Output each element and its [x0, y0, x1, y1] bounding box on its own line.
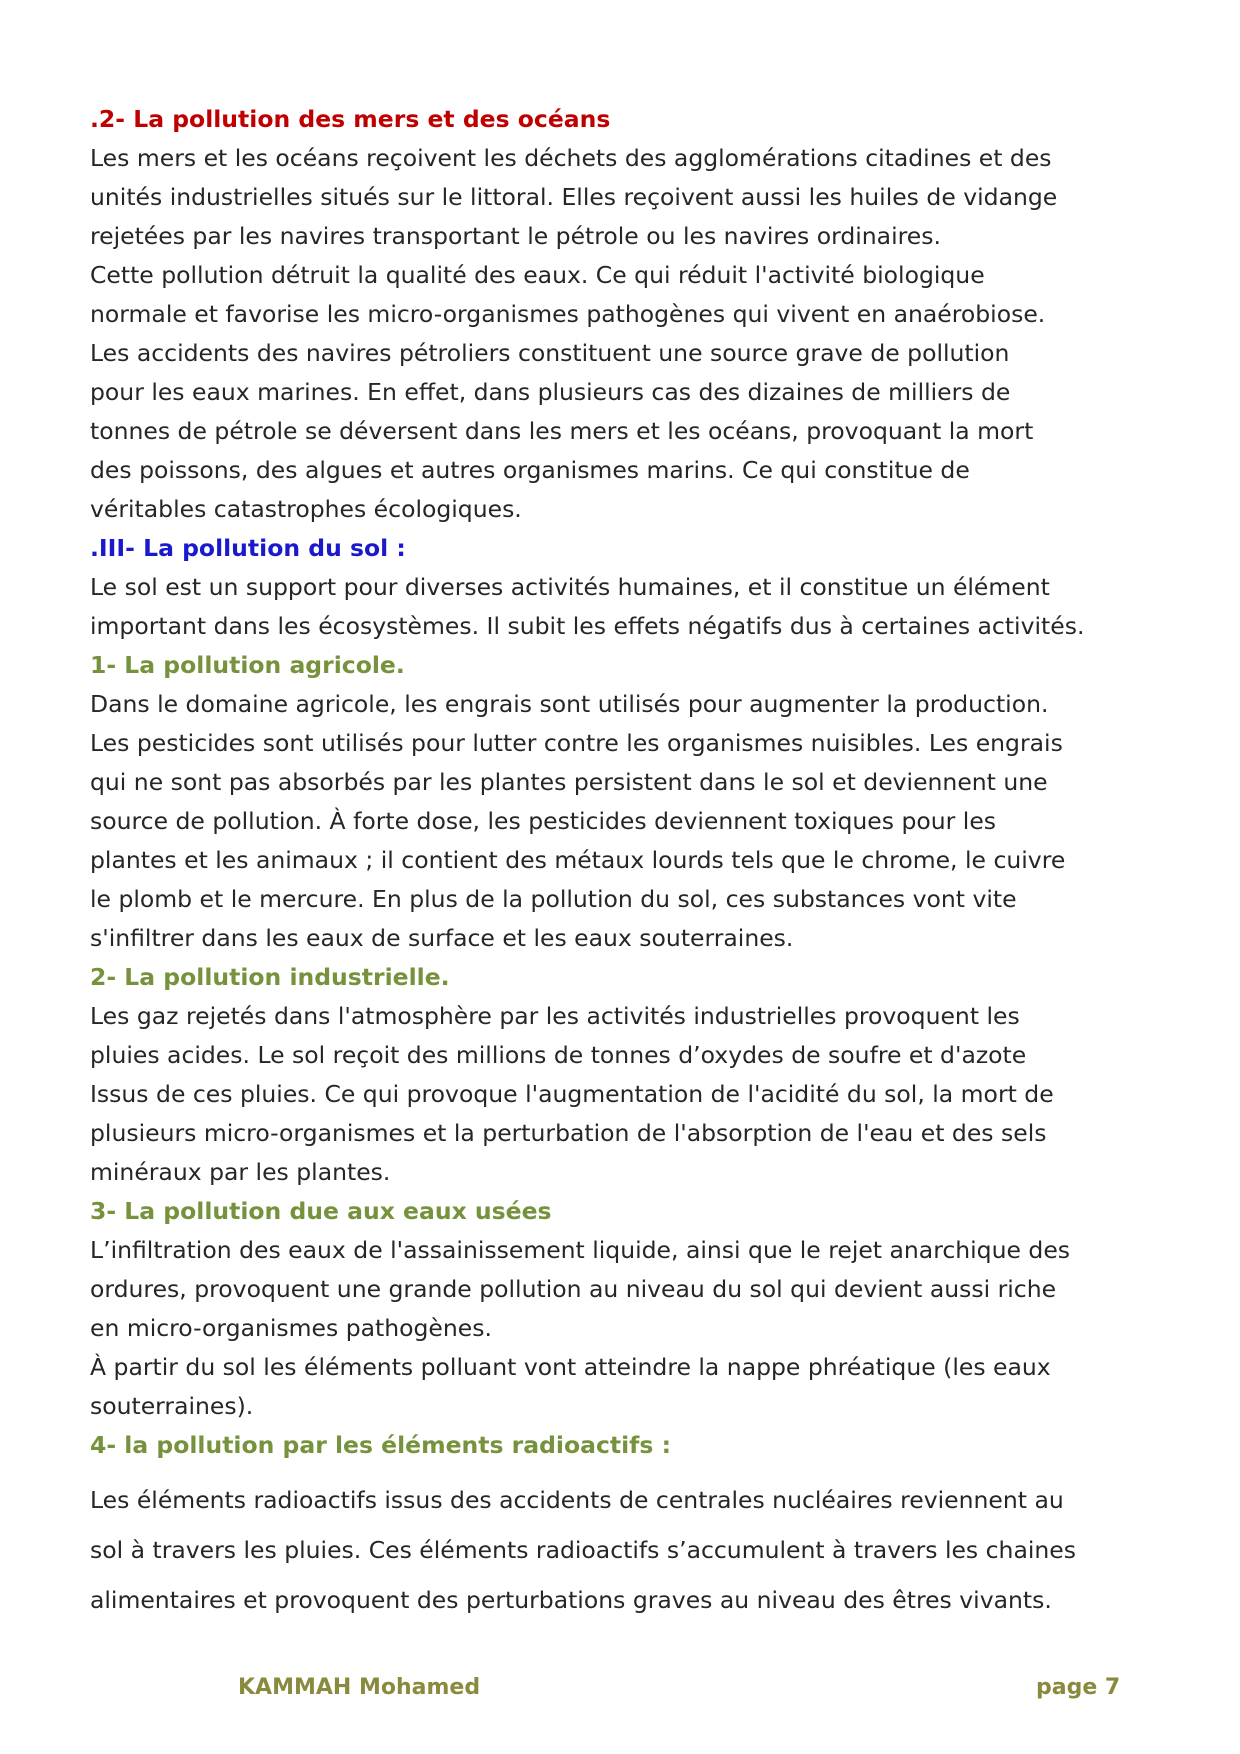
text-line: tonnes de pétrole se déversent dans les mers et les océans, provoquant la mort: [90, 417, 1034, 445]
paragraph-agricole: [90, 685, 1170, 958]
text-line: des poissons, des algues et autres organismes marins. Ce qui constitue de: [90, 456, 970, 484]
text-line: Issus de ces pluies. Ce qui provoque l'augmentation de l'acidité du sol, la mort de: [90, 1080, 1054, 1108]
text-line: normale et favorise les micro-organismes pathogènes qui vivent en anaérobiose.: [90, 300, 1046, 328]
document-page: [90, 100, 1170, 1625]
text-line: sol à travers les pluies. Ces éléments radioactifs s’accumulent à travers les chaines: [90, 1536, 1076, 1564]
section-heading-mers: .2- La pollution des mers et des océans: [90, 105, 611, 133]
text-line: pour les eaux marines. En effet, dans plusieurs cas des dizaines de milliers de: [90, 378, 1011, 406]
text-line: important dans les écosystèmes. Il subit les effets négatifs dus à certaines activités.: [90, 612, 1085, 640]
text-line: s'infiltrer dans les eaux de surface et les eaux souterraines.: [90, 924, 794, 952]
paragraph-sol: [90, 568, 1170, 646]
footer-author: KAMMAH Mohamed: [238, 1675, 481, 1700]
footer-page-number: page 7: [1036, 1675, 1121, 1700]
text-line: unités industrielles situés sur le littoral. Elles reçoivent aussi les huiles de vidange: [90, 183, 1058, 211]
text-line: Les mers et les océans reçoivent les déchets des agglomérations citadines et des: [90, 144, 1052, 172]
text-line: ordures, provoquent une grande pollution au niveau du sol qui devient aussi riche: [90, 1275, 1057, 1303]
text-line: Dans le domaine agricole, les engrais sont utilisés pour augmenter la production.: [90, 690, 1049, 718]
paragraph-eaux-usees: [90, 1231, 1170, 1426]
text-line: plantes et les animaux ; il contient des métaux lourds tels que le chrome, le cuivre: [90, 846, 1066, 874]
text-line: Le sol est un support pour diverses activités humaines, et il constitue un élément: [90, 573, 1050, 601]
section-heading-agricole: 1- La pollution agricole.: [90, 651, 405, 679]
text-line: souterraines).: [90, 1392, 254, 1420]
text-line: L’infiltration des eaux de l'assainissement liquide, ainsi que le rejet anarchique des: [90, 1236, 1071, 1264]
text-line: pluies acides. Le sol reçoit des millions de tonnes d’oxydes de soufre et d'azote: [90, 1041, 1027, 1069]
section-heading-sol: .III- La pollution du sol :: [90, 534, 406, 562]
text-line: plusieurs micro-organismes et la perturbation de l'absorption de l'eau et des sels: [90, 1119, 1047, 1147]
text-line: rejetées par les navires transportant le pétrole ou les navires ordinaires.: [90, 222, 941, 250]
text-line: véritables catastrophes écologiques.: [90, 495, 522, 523]
section-heading-eaux-usees: 3- La pollution due aux eaux usées: [90, 1197, 552, 1225]
text-line: Les gaz rejetés dans l'atmosphère par les activités industrielles provoquent les: [90, 1002, 1020, 1030]
text-line: Les pesticides sont utilisés pour lutter contre les organismes nuisibles. Les engrais: [90, 729, 1063, 757]
text-line: Cette pollution détruit la qualité des eaux. Ce qui réduit l'activité biologique: [90, 261, 985, 289]
paragraph-radioactifs: [90, 1475, 1170, 1625]
text-line: Les éléments radioactifs issus des accidents de centrales nucléaires reviennent au: [90, 1486, 1064, 1514]
text-line: source de pollution. À forte dose, les pesticides deviennent toxiques pour les: [90, 807, 997, 835]
text-line: minéraux par les plantes.: [90, 1158, 391, 1186]
paragraph-industrielle: [90, 997, 1170, 1192]
text-line: Les accidents des navires pétroliers constituent une source grave de pollution: [90, 339, 1010, 367]
text-line: alimentaires et provoquent des perturbations graves au niveau des êtres vivants.: [90, 1586, 1052, 1614]
text-line: en micro-organismes pathogènes.: [90, 1314, 492, 1342]
text-line: le plomb et le mercure. En plus de la pollution du sol, ces substances vont vite: [90, 885, 1017, 913]
section-heading-industrielle: 2- La pollution industrielle.: [90, 963, 450, 991]
text-line: qui ne sont pas absorbés par les plantes persistent dans le sol et deviennent une: [90, 768, 1048, 796]
text-line: À partir du sol les éléments polluant vont atteindre la nappe phréatique (les eaux: [90, 1353, 1051, 1381]
section-heading-radioactifs: 4- la pollution par les éléments radioactifs :: [90, 1431, 671, 1459]
paragraph-mers: [90, 139, 1170, 529]
